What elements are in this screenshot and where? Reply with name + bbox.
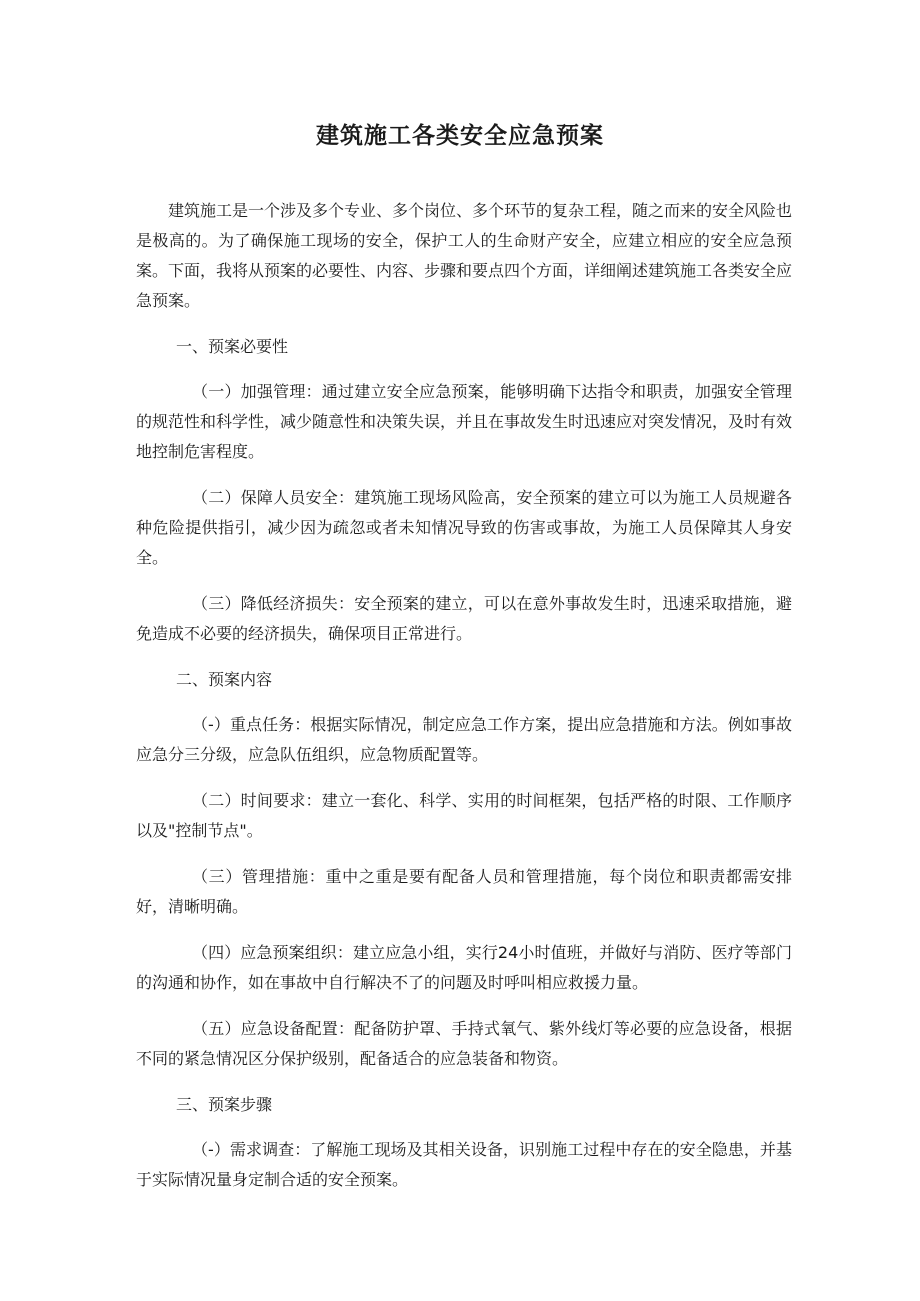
section-item: （三）管理措施：重中之重是要有配备人员和管理措施，每个岗位和职责都需安排好，清晰明确。 <box>136 867 792 916</box>
section-heading: 一、预案必要性 <box>176 337 289 356</box>
section-item: （四）应急预案组织：建立应急小组，实行24小时值班，并做好与消防、医疗等部门的沟通和协作，如在事故中自行解决不了的问题及时呼叫相应救援力量。 <box>136 943 792 992</box>
section-item: （二）保障人员安全：建筑施工现场风险高，安全预案的建立可以为施工人员规避各种危险提供指引，减少因为疏忽或者未知情况导致的伤害或事故，为施工人员保障其人身安全。 <box>136 488 792 567</box>
intro-paragraph: 建筑施工是一个涉及多个专业、多个岗位、多个环节的复杂工程，随之而来的安全风险也是极高的。为了确保施工现场的安全，保护工人的生命财产安全，应建立相应的安全应急预案。下面，我将从预案的必要性、内容、步骤和要点四个方面，详细阐述建筑施工各类安全应急预案。 <box>136 201 793 310</box>
section-heading: 二、预案内容 <box>176 670 273 689</box>
section-item: （三）降低经济损失：安全预案的建立，可以在意外事故发生时，迅速采取措施，避免造成不必要的经济损失，确保项目正常进行。 <box>136 594 792 643</box>
document-title: 建筑施工各类安全应急预案 <box>316 123 604 149</box>
section-item: （五）应急设备配置：配备防护罩、手持式氧气、紫外线灯等必要的应急设备，根据不同的紧急情况区分保护级别，配备适合的应急装备和物资。 <box>136 1019 792 1068</box>
section-content <box>136 665 792 1074</box>
section-heading: 三、预案步骤 <box>176 1095 273 1114</box>
section-item: （-）需求调查：了解施工现场及其相关设备，识别施工过程中存在的安全隐患，并基于实际情况量身定制合适的安全预案。 <box>136 1140 792 1189</box>
document-body <box>136 196 792 1211</box>
section-item: （二）时间要求：建立一套化、科学、实用的时间框架，包括严格的时限、工作顺序以及"控制节点"。 <box>136 791 792 840</box>
section-item: （一）加强管理：通过建立安全应急预案，能够明确下达指令和职责，加强安全管理的规范性和科学性，减少随意性和决策失误，并且在事故发生时迅速应对突发情况，及时有效地控制危害程度。 <box>136 382 793 461</box>
section-steps <box>136 1090 792 1195</box>
section-item: （-）重点任务：根据实际情况，制定应急工作方案，提出应急措施和方法。例如事故应急分三分级，应急队伍组织，应急物质配置等。 <box>136 715 792 764</box>
section-necessity <box>136 332 792 649</box>
